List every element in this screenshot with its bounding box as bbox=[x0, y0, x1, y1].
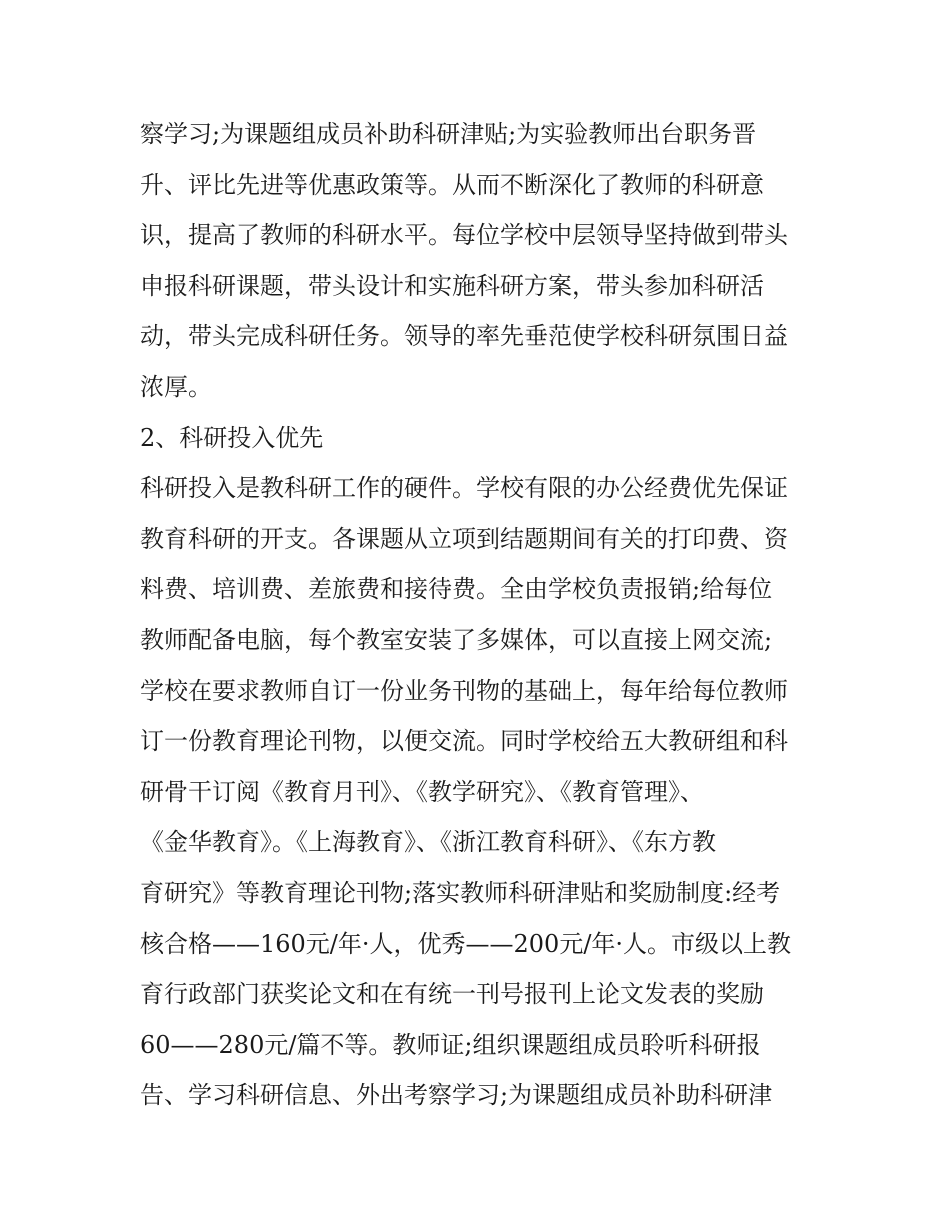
text-line: 教师配备电脑，每个教室安装了多媒体，可以直接上网交流; bbox=[140, 625, 773, 654]
text-line: 2、科研投入优先 bbox=[140, 423, 324, 452]
text-line: 核合格——160元/年·人，优秀——200元/年·人。市级以上教 bbox=[140, 929, 792, 958]
text-line: 研骨干订阅《教育月刊》、《教学研究》、《教育管理》、 bbox=[140, 777, 704, 806]
text-line: 料费、培训费、差旅费和接待费。全由学校负责报销;给每位 bbox=[140, 575, 773, 604]
text-line: 动，带头完成科研任务。领导的率先垂范使学校科研氛围日益 bbox=[140, 322, 788, 351]
text-line: 学校在要求教师自订一份业务刊物的基础上，每年给每位教师 bbox=[140, 676, 788, 705]
text-line: 《金华教育》。《上海教育》、《浙江教育科研》、《东方教 bbox=[140, 828, 716, 857]
text-line: 浓厚。 bbox=[140, 372, 212, 401]
text-line: 订一份教育理论刊物，以便交流。同时学校给五大教研组和科 bbox=[140, 727, 788, 756]
text-line: 识，提高了教师的科研水平。每位学校中层领导坚持做到带头 bbox=[140, 221, 788, 250]
text-line: 教育科研的开支。各课题从立项到结题期间有关的打印费、资 bbox=[140, 524, 788, 553]
text-line: 察学习;为课题组成员补助科研津贴;为实验教师出台职务晋 bbox=[140, 120, 757, 148]
text-line: 育研究》等教育理论刊物;落实教师科研津贴和奖励制度:经考 bbox=[140, 878, 781, 907]
text-line: 60——280元/篇不等。教师证;组织课题组成员聆听科研报 bbox=[140, 1030, 761, 1059]
text-line: 申报科研课题，带头设计和实施科研方案，带头参加科研活 bbox=[140, 271, 764, 300]
text-line: 升、评比先进等优惠政策等。从而不断深化了教师的科研意 bbox=[140, 170, 764, 199]
text-line: 科研投入是教科研工作的硬件。学校有限的办公经费优先保证 bbox=[140, 474, 788, 503]
text-line: 告、学习科研信息、外出考察学习;为课题组成员补助科研津 bbox=[140, 1081, 773, 1110]
body-text bbox=[140, 109, 830, 1121]
text-line: 育行政部门获奖论文和在有统一刊号报刊上论文发表的奖励 bbox=[140, 980, 764, 1009]
